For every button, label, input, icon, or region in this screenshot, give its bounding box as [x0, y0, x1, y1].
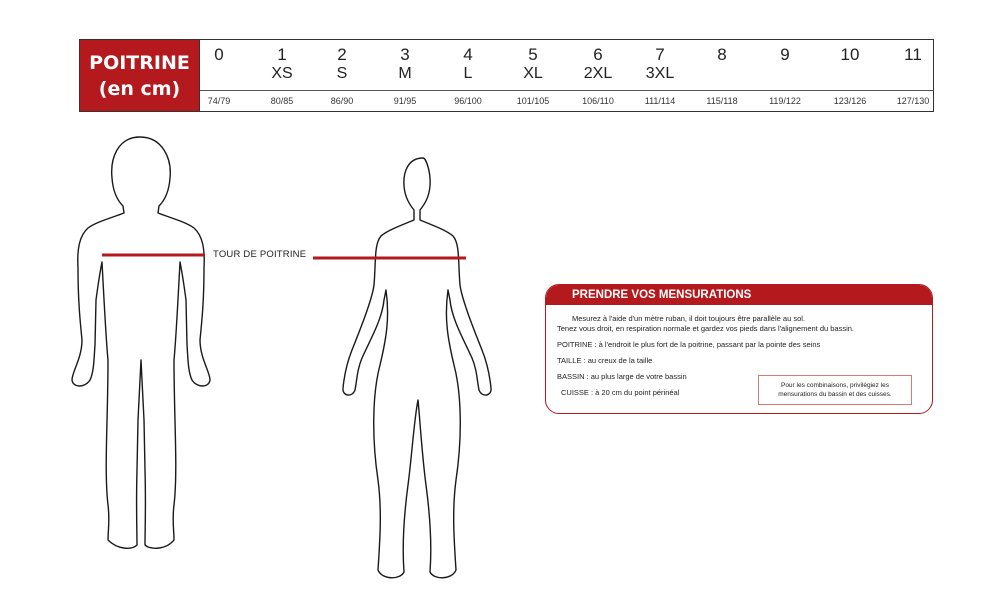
- cuisse-instruction: CUISSE : à 20 cm du point périnéal: [561, 388, 680, 397]
- table-label-title: POITRINE: [89, 51, 190, 74]
- size-number: 5: [528, 45, 538, 64]
- combinaison-note: [758, 375, 912, 405]
- size-number: 6: [593, 45, 603, 64]
- size-number: 9: [780, 45, 790, 64]
- size-letter: XL: [523, 65, 543, 82]
- intro-line-1: Mesurez à l'aide d'un mètre ruban, il doit toujours être parallèle au sol.: [572, 314, 805, 323]
- size-chest-range: 119/122: [769, 96, 801, 106]
- size-chest-range: 86/90: [330, 96, 354, 106]
- bassin-instruction: BASSIN : au plus large de votre bassin: [557, 372, 687, 381]
- size-number: 4: [463, 45, 473, 64]
- size-chest-range: 101/105: [516, 96, 550, 106]
- size-chest-range: 111/114: [644, 96, 676, 106]
- male-outline: [72, 137, 210, 548]
- size-number: 3: [400, 45, 410, 64]
- size-letter: 3XL: [645, 65, 675, 82]
- size-letter: L: [463, 65, 473, 82]
- note-line-2: mensurations du bassin et des cuisses.: [778, 391, 892, 398]
- note-line-1: Pour les combinaisons, privilégiez les: [780, 382, 890, 389]
- poitrine-instruction: POITRINE : à l'endroit le plus fort de la poitrine, passant par la pointe des seins: [557, 340, 821, 349]
- size-number: 7: [655, 45, 665, 64]
- size-chest-range: 106/110: [582, 96, 614, 106]
- male-figure: [72, 137, 210, 548]
- female-outline: [343, 158, 491, 578]
- size-chest-range: 96/100: [454, 96, 482, 106]
- size-chest-range: 127/130: [896, 96, 930, 106]
- size-chest-range: 123/126: [833, 96, 867, 106]
- table-label-unit: (en cm): [98, 77, 181, 100]
- chest-measure-label: TOUR DE POITRINE: [213, 249, 307, 260]
- taille-instruction: TAILLE : au creux de la taille: [557, 356, 653, 365]
- measurement-guide-body: [546, 305, 932, 398]
- size-letter: 2XL: [583, 65, 613, 82]
- measurement-guide: [545, 284, 933, 414]
- size-letter: M: [398, 65, 412, 82]
- size-number: 10: [840, 45, 860, 64]
- intro-line-2: Tenez vous droit, en respiration normale et gardez vos pieds dans l'alignement du bassin.: [557, 324, 855, 333]
- size-number: 1: [277, 45, 287, 64]
- size-chest-range: 80/85: [270, 96, 294, 106]
- size-letter: S: [336, 65, 348, 82]
- size-number: 2: [337, 45, 347, 64]
- size-number: 0: [214, 45, 224, 64]
- size-chest-range: 91/95: [393, 96, 417, 106]
- size-number: 11: [904, 45, 922, 64]
- size-chest-range: 74/79: [207, 96, 231, 106]
- size-letter: XS: [271, 65, 293, 82]
- measurement-guide-title: PRENDRE VOS MENSURATIONS: [546, 285, 932, 305]
- size-chest-range: 115/118: [706, 96, 738, 106]
- size-number: 8: [717, 45, 727, 64]
- female-figure: [343, 158, 491, 578]
